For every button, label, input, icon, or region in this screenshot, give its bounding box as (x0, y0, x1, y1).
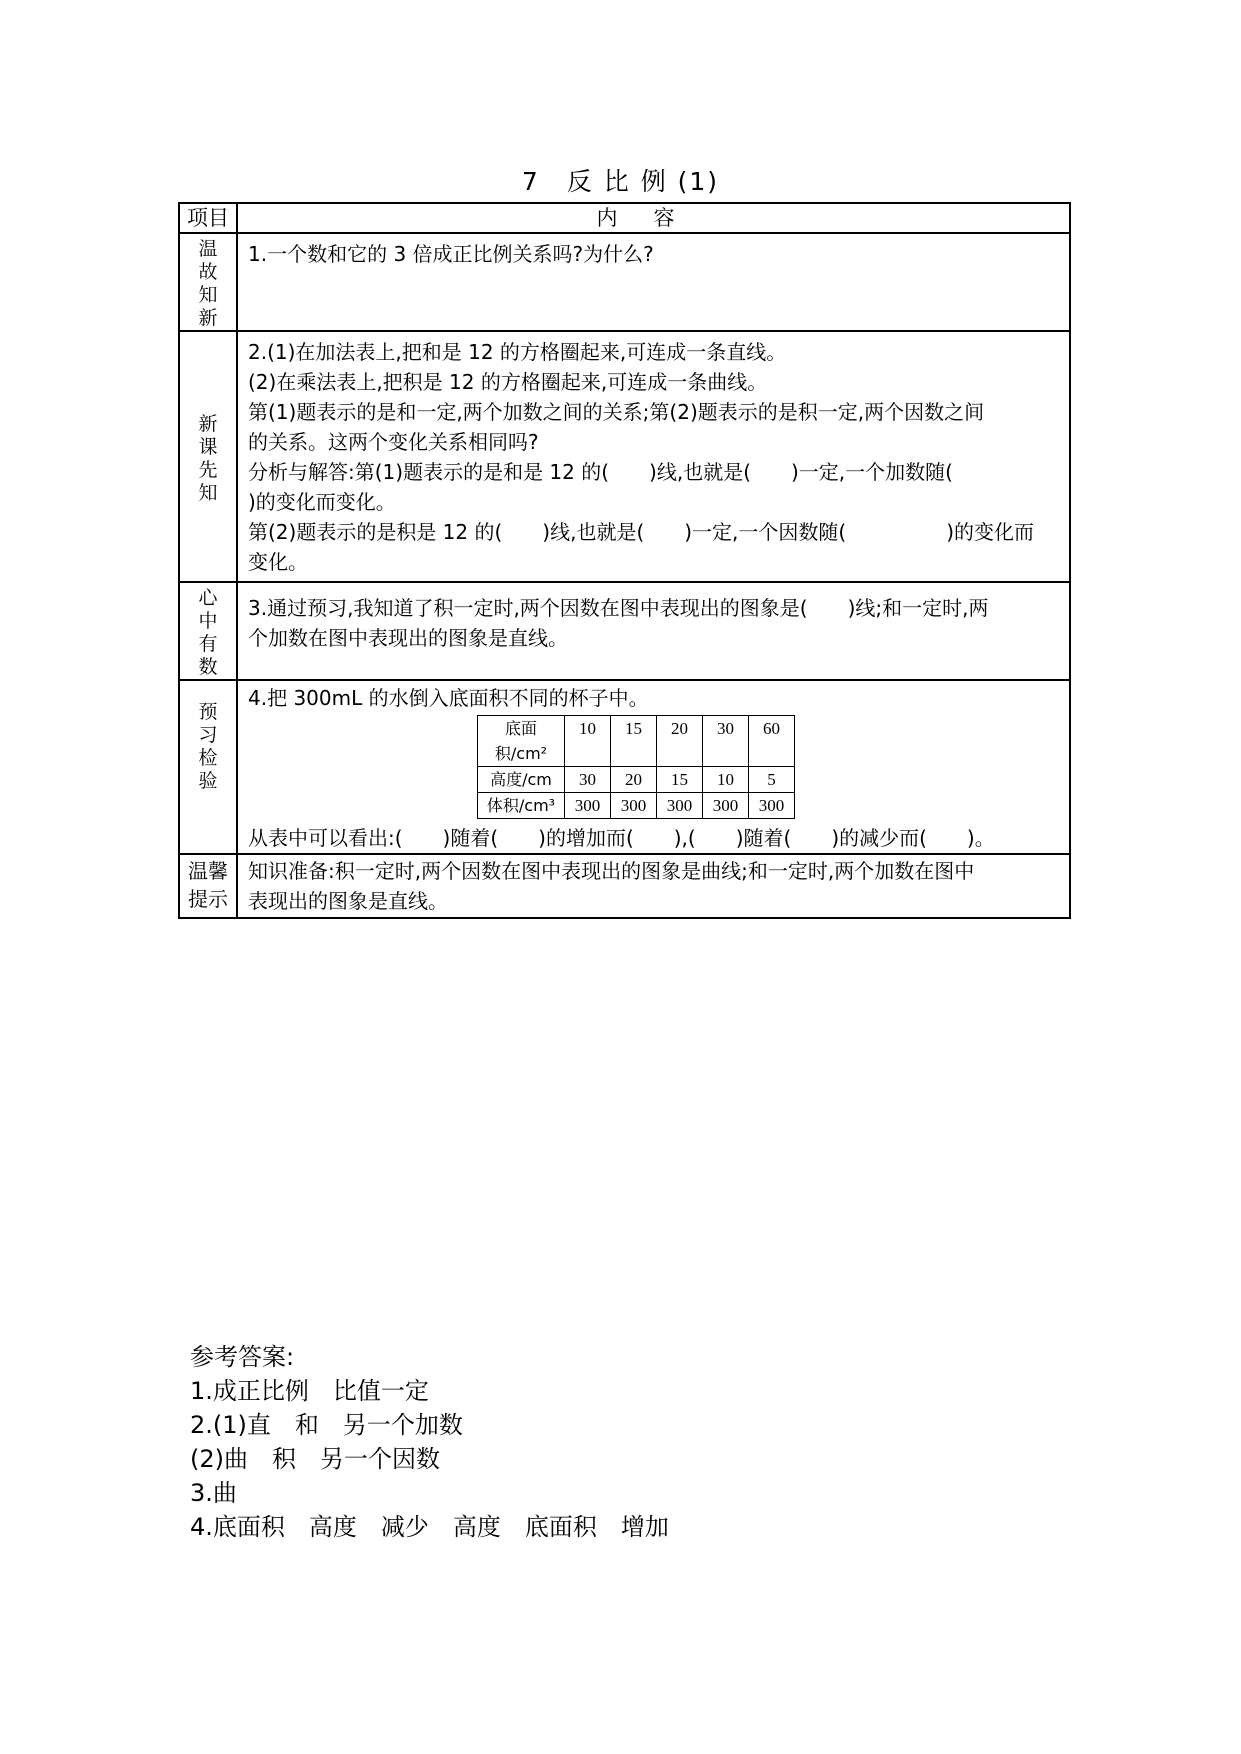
table-cell: 15 (657, 767, 703, 793)
header-project: 项目 (179, 203, 237, 233)
label-char: 检 (198, 747, 218, 769)
row-head-volume: 体积/cm³ (478, 793, 565, 819)
page-title: 7 反 比 例 (1) (521, 167, 720, 196)
label-char: 有 (198, 633, 218, 655)
answer-line: 4.底面积 高度 减少 高度 底面积 增加 (190, 1513, 669, 1541)
label-char: 中 (198, 610, 218, 632)
answer-key (190, 1340, 669, 1544)
answer-line: 1.成正比例 比值一定 (190, 1377, 429, 1405)
question-3-line: 个加数在图中表现出的图象是直线。 (248, 626, 568, 650)
row-content (237, 680, 1070, 854)
answer-line: 2.(1)直 和 另一个加数 (190, 1411, 463, 1439)
table-cell: 20 (611, 767, 657, 793)
row-label (179, 233, 237, 331)
table-cell: 30 (703, 716, 749, 767)
label-line: 温馨 (188, 859, 228, 883)
question-2-line: 的关系。这两个变化关系相同吗? (248, 430, 539, 454)
table-cell: 300 (703, 793, 749, 819)
question-3-line: 3.通过预习,我知道了积一定时,两个因数在图中表现出的图象是( )线;和一定时,两 (248, 596, 989, 620)
label-char: 知 (198, 284, 218, 306)
row-label (179, 854, 237, 918)
header-row (179, 203, 1070, 233)
question-2-line: )的变化而变化。 (248, 490, 396, 514)
row-review (179, 233, 1070, 331)
question-2-line: 分析与解答:第(1)题表示的是和是 12 的( )线,也就是( )一定,一个加数随( (248, 460, 953, 484)
label-char: 温 (198, 238, 218, 260)
row-content (237, 582, 1070, 680)
cup-data-table (477, 715, 795, 819)
table-cell: 60 (749, 716, 795, 767)
answer-line: 3.曲 (190, 1479, 237, 1507)
label-char: 故 (198, 261, 218, 283)
row-tips (179, 854, 1070, 918)
row-label (179, 331, 237, 582)
table-cell: 20 (657, 716, 703, 767)
table-cell: 300 (565, 793, 611, 819)
row-head-height: 高度/cm (478, 767, 565, 793)
question-2-line: 2.(1)在加法表上,把和是 12 的方格圈起来,可连成一条直线。 (248, 340, 787, 364)
table-cell: 30 (565, 767, 611, 793)
row-label (179, 680, 237, 854)
label-line: 提示 (188, 887, 228, 911)
row-head-base-area: 底面积/cm² (478, 716, 565, 767)
table-cell: 300 (611, 793, 657, 819)
question-2-line: (2)在乘法表上,把积是 12 的方格圈起来,可连成一条曲线。 (248, 370, 768, 394)
tip-line: 知识准备:积一定时,两个因数在图中表现出的图象是曲线;和一定时,两个加数在图中 (248, 859, 975, 883)
label-char: 新 (198, 412, 218, 435)
table-cell: 5 (749, 767, 795, 793)
row-preview-check (179, 680, 1070, 854)
tip-line: 表现出的图象是直线。 (248, 889, 448, 913)
question-2-line: 第(1)题表示的是和一定,两个加数之间的关系;第(2)题表示的是积一定,两个因数之间 (248, 400, 985, 424)
label-char: 知 (198, 481, 218, 504)
row-label (179, 582, 237, 680)
table-cell: 15 (611, 716, 657, 767)
label-char: 先 (198, 458, 218, 481)
table-cell: 300 (657, 793, 703, 819)
answer-heading: 参考答案: (190, 1343, 295, 1371)
label-char: 心 (198, 587, 218, 609)
table-row (478, 716, 795, 767)
table-cell: 10 (703, 767, 749, 793)
table-cell: 300 (749, 793, 795, 819)
answer-line: (2)曲 积 另一个因数 (190, 1445, 440, 1473)
label-char: 验 (198, 770, 218, 792)
table-cell: 10 (565, 716, 611, 767)
worksheet-table (178, 202, 1071, 919)
question-4-intro: 4.把 300mL 的水倒入底面积不同的杯子中。 (248, 686, 649, 710)
row-content (237, 854, 1070, 918)
label-char: 习 (198, 724, 218, 746)
table-row (478, 767, 795, 793)
row-in-mind (179, 582, 1070, 680)
label-char: 新 (198, 307, 218, 329)
header-content: 内容 (237, 203, 1070, 233)
row-content (237, 331, 1070, 582)
table-row (478, 793, 795, 819)
question-1: 1.一个数和它的 3 倍成正比例关系吗?为什么? (248, 242, 654, 266)
question-2-line: 第(2)题表示的是积是 12 的( )线,也就是( )一定,一个因数随( )的变化而 (248, 520, 1035, 544)
question-4-outro: 从表中可以看出:( )随着( )的增加而( ),( )随着( )的减少而( )。 (248, 826, 995, 850)
question-2-line: 变化。 (248, 550, 308, 574)
label-char: 课 (198, 435, 218, 458)
label-char: 数 (198, 656, 218, 678)
label-char: 预 (198, 701, 218, 723)
row-new-lesson (179, 331, 1070, 582)
row-content (237, 233, 1070, 331)
